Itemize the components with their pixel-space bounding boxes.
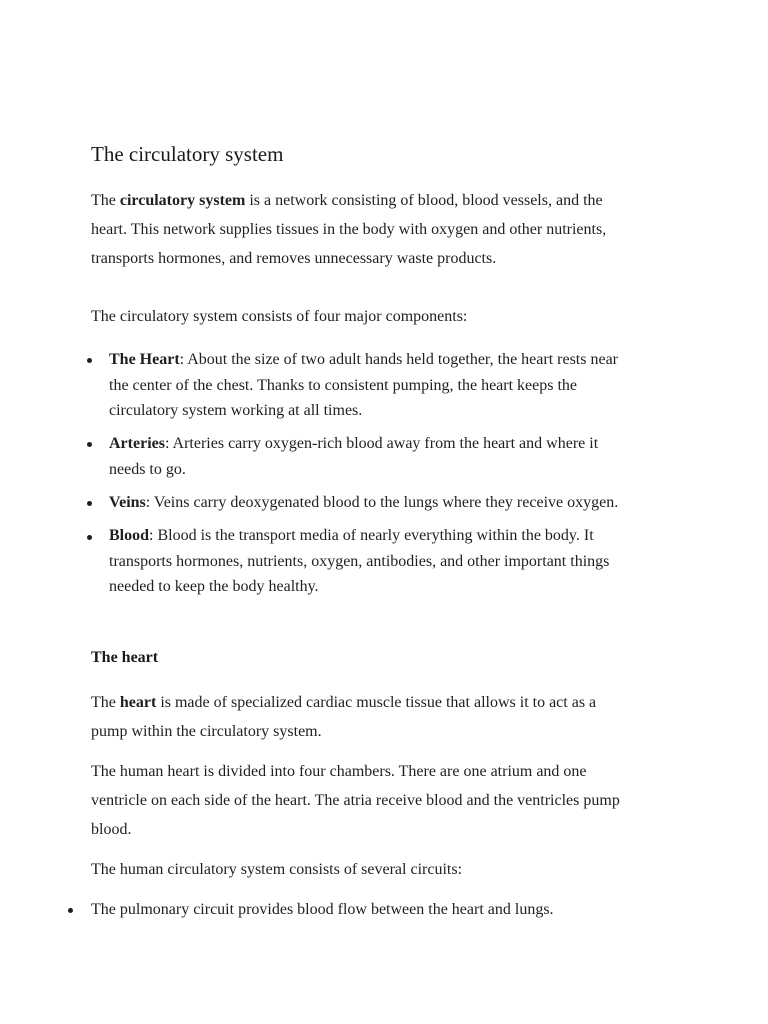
bullet-icon	[87, 358, 92, 363]
component-text: needs to go.	[109, 460, 186, 478]
component-text: the center of the chest. Thanks to consistent pumping, the heart keeps the	[109, 376, 578, 394]
heart-paragraph-1	[91, 688, 691, 746]
heart-text: The	[91, 694, 120, 711]
term-circulatory-system: circulatory system	[119, 192, 246, 209]
components-intro: The circulatory system consists of four major components:	[91, 308, 468, 325]
component-term: Blood	[109, 527, 150, 544]
heart-text: is made of specialized cardiac muscle tissue that allows it to act as a	[156, 694, 597, 711]
section-heading-heart: The heart	[91, 649, 159, 666]
component-veins	[109, 490, 618, 516]
component-text: : Arteries carry oxygen-rich blood away from the heart and where it	[164, 435, 599, 452]
bullet-icon	[87, 535, 92, 540]
component-text: : Veins carry deoxygenated blood to the lungs where they receive oxygen.	[145, 494, 619, 511]
component-text: transports hormones, nutrients, oxygen, antibodies, and other important things	[109, 552, 610, 570]
component-arteries	[109, 431, 598, 482]
heart-paragraph-2	[91, 757, 691, 844]
bullet-icon	[87, 501, 92, 506]
component-term: The Heart	[109, 351, 180, 368]
term-heart: heart	[119, 694, 157, 711]
circuit-pulmonary	[91, 897, 554, 923]
component-text: : Blood is the transport media of nearly everything within the body. It	[149, 527, 594, 544]
component-blood	[109, 523, 609, 600]
component-text: needed to keep the body healthy.	[109, 578, 319, 595]
page-title: The circulatory system	[91, 142, 284, 166]
circuits-intro: The human circulatory system consists of several circuits:	[91, 861, 463, 878]
heart-text: The human heart is divided into four chambers. There are one atrium and one	[91, 763, 587, 780]
intro-line-1	[91, 186, 691, 215]
heart-text: blood.	[91, 821, 132, 838]
intro-text: The	[91, 192, 120, 209]
heart-text: ventricle on each side of the heart. The atria receive blood and the ventricles pump	[91, 792, 620, 809]
heart-text: pump within the circulatory system.	[91, 723, 322, 740]
component-term: Arteries	[109, 435, 165, 452]
intro-paragraph	[91, 186, 691, 273]
bullet-icon	[68, 908, 73, 913]
intro-text: is a network consisting of blood, blood vessels, and the	[245, 192, 603, 209]
intro-line-2: heart. This network supplies tissues in the body with oxygen and other nutrients,	[91, 221, 607, 238]
component-text: circulatory system working at all times.	[109, 402, 363, 419]
component-heart	[109, 347, 618, 424]
circuit-text: The pulmonary circuit provides blood flow between the heart and lungs.	[91, 901, 554, 918]
component-term: Veins	[109, 494, 146, 511]
intro-line-3: transports hormones, and removes unnecessary waste products.	[91, 250, 497, 267]
bullet-icon	[87, 442, 92, 447]
component-text: : About the size of two adult hands held together, the heart rests near	[179, 351, 618, 368]
